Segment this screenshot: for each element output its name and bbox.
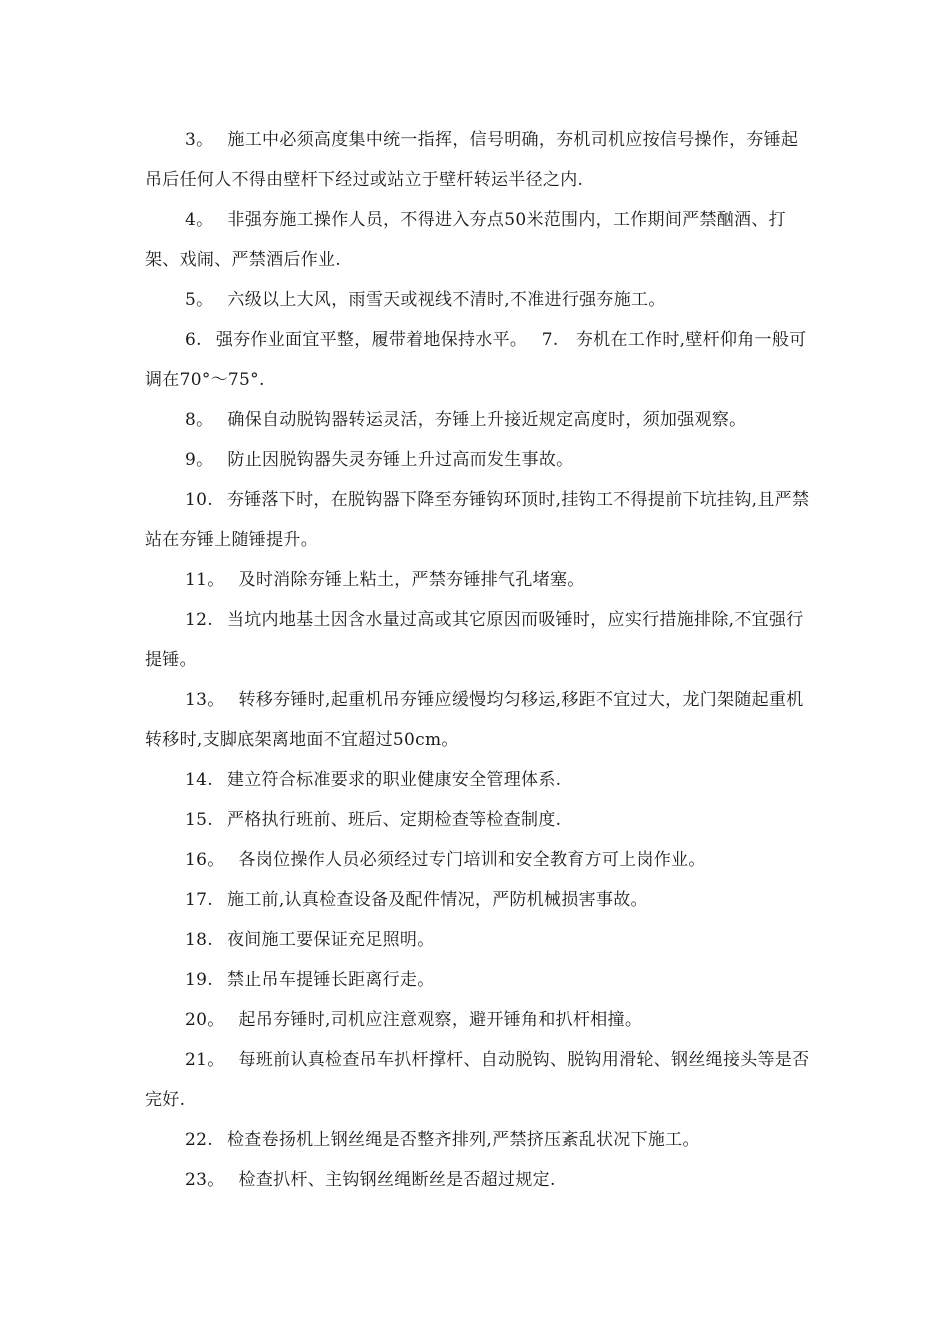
- item-number: 9。: [185, 450, 214, 470]
- item-text: 禁止吊车提锤长距离行走。: [226, 970, 435, 990]
- list-item: [145, 760, 810, 800]
- list-item: [145, 840, 810, 880]
- list-item: [145, 1160, 810, 1200]
- item-text: 各岗位操作人员必须经过专门培训和安全教育方可上岗作业。: [238, 850, 706, 870]
- item-text: 检查卷扬机上钢丝绳是否整齐排列,严禁挤压紊乱状况下施工。: [226, 1130, 700, 1150]
- list-item: [145, 440, 810, 480]
- list-item: [145, 880, 810, 920]
- item-number: 4。: [185, 210, 214, 230]
- item-number: 8。: [185, 410, 214, 430]
- list-item: [145, 200, 810, 280]
- list-item: [145, 1000, 810, 1040]
- list-item: [145, 120, 810, 200]
- item-text: 施工中必须高度集中统一指挥，信号明确，夯机司机应按信号操作，夯锤起吊后任何人不得由壁杆下经过或站立于壁杆转运半径之内.: [145, 130, 799, 190]
- item-number: 11。: [185, 570, 225, 590]
- item-number: 14.: [185, 770, 213, 790]
- item-text: 严格执行班前、班后、定期检查等检查制度.: [226, 810, 562, 830]
- item-number: 6.: [185, 330, 202, 350]
- item-text: 六级以上大风，雨雪天或视线不清时,不准进行强夯施工。: [227, 290, 666, 310]
- item-text: 转移夯锤时,起重机吊夯锤应缓慢均匀移运,移距不宜过大，龙门架随起重机转移时,支脚底架离地面不宜超过50cm。: [145, 690, 804, 750]
- item-text: 防止因脱钩器失灵夯锤上升过高而发生事故。: [227, 450, 574, 470]
- item-text: 及时消除夯锤上粘土，严禁夯锤排气孔堵塞。: [238, 570, 585, 590]
- item-number: 3。: [185, 130, 214, 150]
- list-item: [145, 1040, 810, 1120]
- item-text: 当坑内地基土因含水量过高或其它原因而吸锤时，应实行措施排除,不宜强行提锤。: [145, 610, 804, 670]
- item-text: 起吊夯锤时,司机应注意观察，避开锤角和扒杆相撞。: [238, 1010, 643, 1030]
- item-number: 21。: [185, 1050, 225, 1070]
- item-number: 13。: [185, 690, 225, 710]
- list-item: [145, 920, 810, 960]
- item-text: 每班前认真检查吊车扒杆撑杆、自动脱钩、脱钩用滑轮、钢丝绳接头等是否完好.: [145, 1050, 810, 1110]
- item-number: 18.: [185, 930, 213, 950]
- list-item: [145, 560, 810, 600]
- list-item: [145, 480, 810, 560]
- item-text: 建立符合标准要求的职业健康安全管理体系.: [226, 770, 562, 790]
- list-item: [145, 280, 810, 320]
- item-text: 夯锤落下时，在脱钩器下降至夯锤钩环顶时,挂钩工不得提前下坑挂钩,且严禁站在夯锤上随锤提升。: [145, 490, 810, 550]
- list-item: [145, 960, 810, 1000]
- item-number: 10.: [185, 490, 213, 510]
- item-number: 16。: [185, 850, 225, 870]
- item-number: 17.: [185, 890, 213, 910]
- item-text: 施工前,认真检查设备及配件情况，严防机械损害事故。: [226, 890, 648, 910]
- list-item: [145, 1120, 810, 1160]
- item-text: 检查扒杆、主钩钢丝绳断丝是否超过规定.: [238, 1170, 556, 1190]
- list-item: [145, 800, 810, 840]
- list-item: [145, 600, 810, 680]
- item-number: 23。: [185, 1170, 225, 1190]
- list-item: [145, 400, 810, 440]
- item-text: 强夯作业面宜平整，履带着地保持水平。 7. 夯机在工作时,壁杆仰角一般可调在70°～75°.: [145, 330, 807, 390]
- item-number: 5。: [185, 290, 214, 310]
- list-item: [145, 320, 810, 400]
- document-body: [145, 120, 810, 1200]
- item-number: 20。: [185, 1010, 225, 1030]
- list-item: [145, 680, 810, 760]
- item-number: 15.: [185, 810, 213, 830]
- item-text: 确保自动脱钩器转运灵活，夯锤上升接近规定高度时，须加强观察。: [227, 410, 747, 430]
- item-text: 非强夯施工操作人员，不得进入夯点50米范围内，工作期间严禁酗酒、打架、戏闹、严禁酒后作业.: [145, 210, 786, 270]
- item-text: 夜间施工要保证充足照明。: [226, 930, 435, 950]
- item-number: 22.: [185, 1130, 213, 1150]
- item-number: 12.: [185, 610, 213, 630]
- item-number: 19.: [185, 970, 213, 990]
